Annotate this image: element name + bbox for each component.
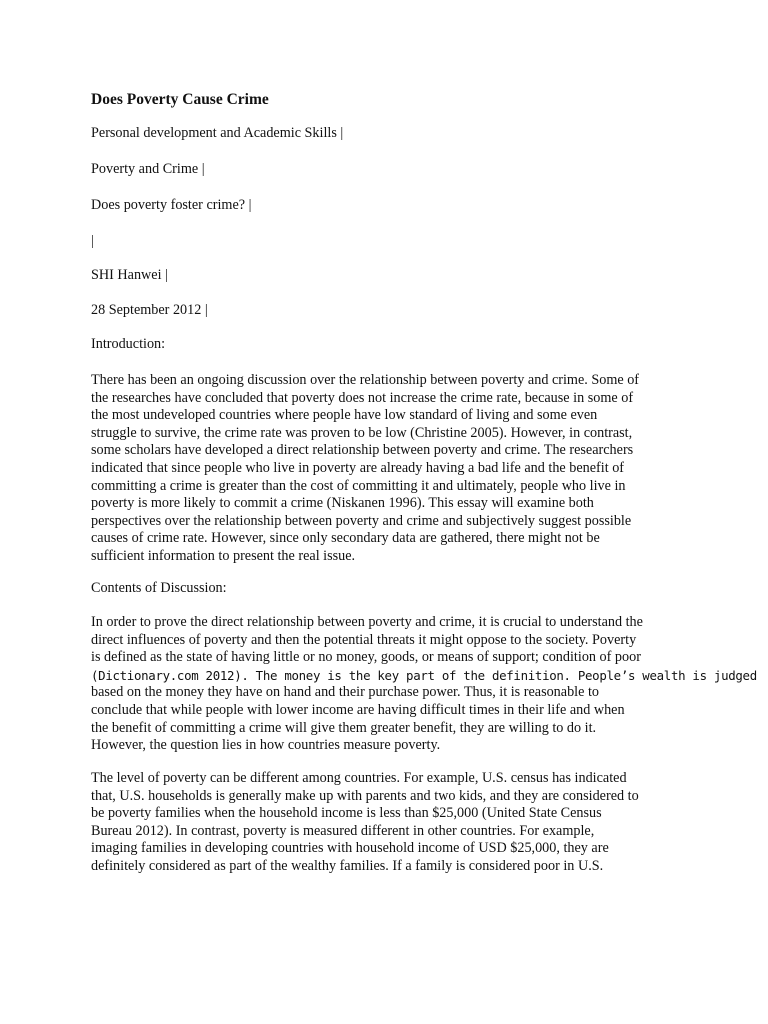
paragraph-line: However, the question lies in how countries measure poverty. bbox=[91, 737, 441, 754]
paragraph-line: indicated that since people who live in poverty are already having a bad life and the benefit of bbox=[91, 459, 625, 476]
paragraph-line: poverty is more likely to commit a crime (Niskanen 1996). This essay will examine both bbox=[91, 495, 594, 512]
paragraph-line: the researches have concluded that poverty does not increase the crime rate, because in some of bbox=[91, 389, 634, 406]
contents-heading: Contents of Discussion: bbox=[91, 580, 227, 596]
paragraph-line: struggle to survive, the crime rate was proven to be low (Christine 2005). However, in contrast, bbox=[91, 424, 633, 441]
paragraph-line: causes of crime rate. However, since only secondary data are gathered, there might not be bbox=[91, 530, 600, 547]
paragraph-line: definitely considered as part of the wealthy families. If a family is considered poor in U.S. bbox=[91, 857, 604, 874]
date-line: 28 September 2012 | bbox=[91, 302, 208, 318]
paragraph-line: There has been an ongoing discussion over the relationship between poverty and crime. Some of bbox=[91, 372, 640, 388]
separator-line: | bbox=[91, 233, 94, 249]
discussion-paragraph bbox=[91, 614, 757, 755]
paragraph-line: imaging families in developing countries with household income of USD $25,000, they are bbox=[91, 840, 609, 857]
paragraph-line: direct influences of poverty and then the potential threats it might oppose to the society. Poverty bbox=[91, 631, 637, 648]
topic-line: Poverty and Crime | bbox=[91, 161, 205, 177]
introduction-heading: Introduction: bbox=[91, 336, 166, 352]
document-title: Does Poverty Cause Crime bbox=[91, 91, 269, 108]
paragraph-line: be poverty families when the household income is less than $25,000 (United State Census bbox=[91, 805, 602, 822]
paragraph-line: the benefit of committing a crime will give them greater benefit, they are willing to do it. bbox=[91, 719, 597, 736]
paragraph-line: perspectives over the relationship between poverty and crime and subjectively suggest possible bbox=[91, 512, 632, 529]
paragraph-line: the most undeveloped countries where people have low standard of living and some even bbox=[91, 407, 598, 424]
paragraph-line: Bureau 2012). In contrast, poverty is measured different in other countries. For example, bbox=[91, 822, 595, 839]
paragraph-line: In order to prove the direct relationship between poverty and crime, it is crucial to understand the bbox=[91, 614, 643, 630]
course-line: Personal development and Academic Skills | bbox=[91, 125, 344, 141]
paragraph-line: that, U.S. households is generally make up with parents and two kids, and they are considered to bbox=[91, 787, 639, 804]
paragraph-line: some scholars have developed a direct relationship between poverty and crime. The researchers bbox=[91, 442, 634, 459]
paragraph-line: conclude that while people with lower income are having difficult times in their life and when bbox=[91, 701, 625, 718]
author-line: SHI Hanwei | bbox=[91, 267, 168, 283]
paragraph-line: is defined as the state of having little or no money, goods, or means of support; condition of poor bbox=[91, 649, 641, 666]
paragraph-line: based on the money they have on hand and their purchase power. Thus, it is reasonable to bbox=[91, 684, 599, 701]
question-line: Does poverty foster crime? | bbox=[91, 197, 252, 213]
introduction-paragraph bbox=[91, 372, 721, 566]
paragraph-line: committing a crime is greater than the cost of committing it and ultimately, people who live in bbox=[91, 477, 626, 494]
paragraph-line-monospace: (Dictionary.com 2012). The money is the key part of the definition. People’s wealth is judged bbox=[91, 667, 757, 683]
poverty-level-paragraph bbox=[91, 770, 721, 876]
paragraph-line: The level of poverty can be different among countries. For example, U.S. census has indicated bbox=[91, 770, 627, 786]
paragraph-line: sufficient information to present the real issue. bbox=[91, 547, 356, 564]
